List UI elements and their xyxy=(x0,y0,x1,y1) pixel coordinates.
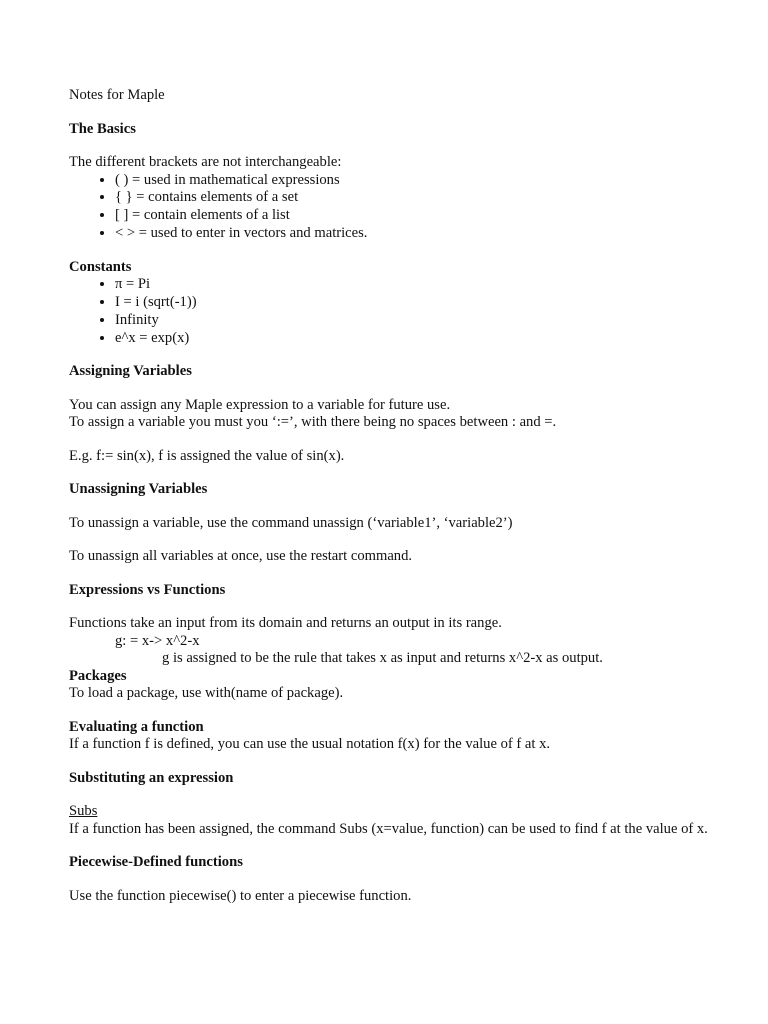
assigning-example: E.g. f:= sin(x), f is assigned the value of sin(x). xyxy=(69,447,345,464)
assigning-line-1: You can assign any Maple expression to a variable for future use. xyxy=(69,396,451,413)
list-item: • ( ) = used in mathematical expressions xyxy=(115,172,709,190)
unassigning-line-2: To unassign all variables at once, use the restart command. xyxy=(69,548,413,565)
list-item: • { } = contains elements of a set xyxy=(115,189,709,207)
heading-the-basics: The Basics xyxy=(69,120,136,137)
constants-list xyxy=(69,276,709,347)
list-item: • π = Pi xyxy=(115,276,709,294)
heading-constants: Constants xyxy=(69,258,132,275)
heading-packages: Packages xyxy=(69,667,127,684)
substituting-line-1: If a function has been assigned, the command Subs (x=value, function) can be used to find f at the value of x. xyxy=(69,820,708,837)
list-item: • < > = used to enter in vectors and matrices. xyxy=(115,225,709,243)
list-item: • Infinity xyxy=(115,312,709,330)
expressions-code: g: = x-> x^2-x xyxy=(115,632,200,649)
list-item: • e^x = exp(x) xyxy=(115,330,709,348)
list-item: • I = i (sqrt(-1)) xyxy=(115,294,709,312)
heading-substituting-an-expression: Substituting an expression xyxy=(69,769,234,786)
unassigning-line-1: To unassign a variable, use the command unassign (‘variable1’, ‘variable2’) xyxy=(69,514,513,531)
heading-unassigning-variables: Unassigning Variables xyxy=(69,481,208,498)
brackets-intro: The different brackets are not interchangeable: xyxy=(69,154,342,170)
heading-evaluating-a-function: Evaluating a function xyxy=(69,718,204,735)
heading-piecewise-defined-functions: Piecewise-Defined functions xyxy=(69,854,243,871)
document-title: Notes for Maple xyxy=(69,87,165,103)
piecewise-line-1: Use the function piecewise() to enter a piecewise function. xyxy=(69,887,412,904)
brackets-list xyxy=(69,172,709,243)
expressions-line-1: Functions take an input from its domain and returns an output in its range. xyxy=(69,615,502,632)
expressions-explanation: g is assigned to be the rule that takes x as input and returns x^2-x as output. xyxy=(162,650,603,667)
document-body xyxy=(69,87,709,905)
heading-expressions-vs-functions: Expressions vs Functions xyxy=(69,581,226,598)
list-item: • [ ] = contain elements of a list xyxy=(115,207,709,225)
packages-line-1: To load a package, use with(name of package). xyxy=(69,685,344,702)
heading-assigning-variables: Assigning Variables xyxy=(69,363,192,380)
assigning-line-2: To assign a variable you must you ‘:=’, with there being no spaces between : and =. xyxy=(69,414,557,431)
subs-subheading: Subs xyxy=(69,803,98,820)
evaluating-line-1: If a function f is defined, you can use the usual notation f(x) for the value of f at x. xyxy=(69,736,551,753)
